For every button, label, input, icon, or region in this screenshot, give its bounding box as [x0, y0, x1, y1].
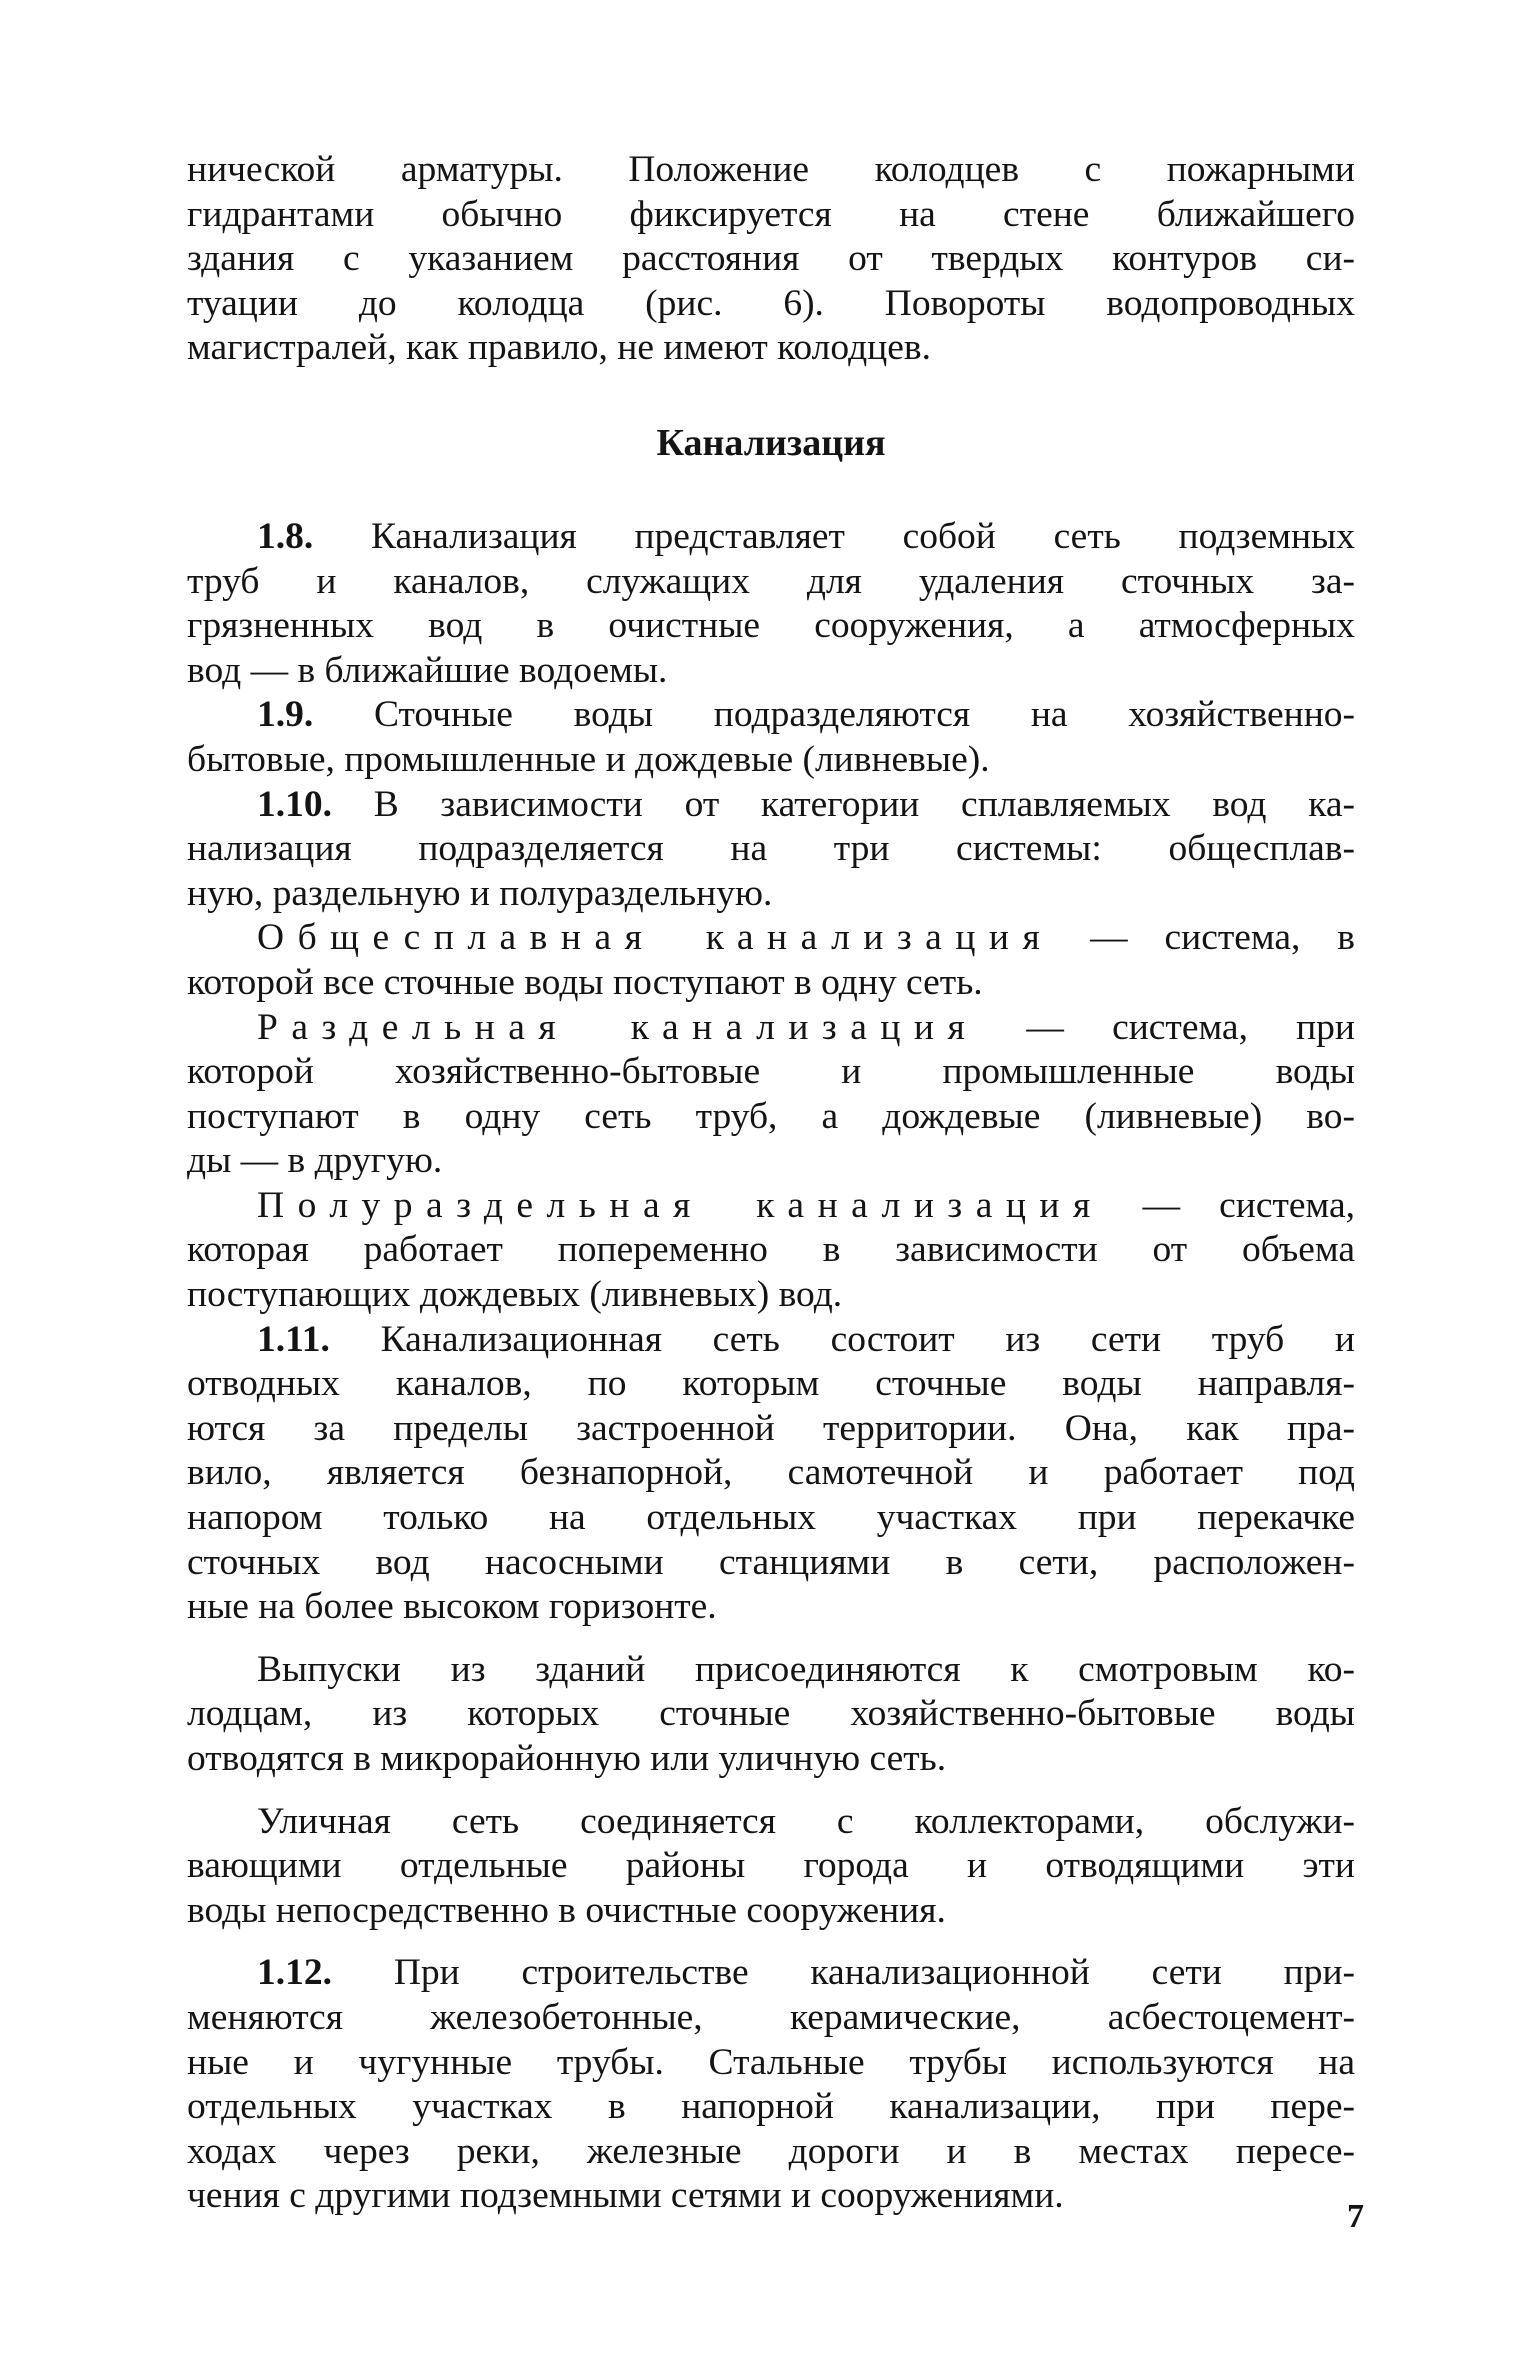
spacer [187, 468, 1355, 515]
text-line [187, 1006, 1355, 1051]
defined-term: Полураздельная канализация [257, 1184, 1104, 1226]
text-line: Выпуски из зданий присоединяются к смотровым ко- [257, 1648, 1355, 1690]
section-heading: Канализация [656, 421, 886, 464]
text-line: ются за пределы застроенной территории. Она, как пра- [187, 1407, 1355, 1449]
spacer [187, 1933, 1355, 1951]
text-line: ды — в другую. [187, 1140, 443, 1182]
text-line: ные и чугунные трубы. Стальные трубы используются на [187, 2041, 1355, 2083]
text-line: здания с указанием расстояния от твердых контуров си- [187, 238, 1355, 280]
definition-separate-sewer [187, 1006, 1355, 1184]
paragraph-1-9 [187, 693, 1355, 782]
text-line: воды непосредственно в очистные сооружения. [187, 1889, 946, 1931]
text-line: вод — в ближайшие водоемы. [187, 649, 668, 691]
text-line [187, 1318, 1355, 1363]
text-line: сточных вод насосными станциями в сети, расположен- [187, 1541, 1355, 1583]
text-line: туации до колодца (рис. 6). Повороты водопроводных [187, 282, 1355, 324]
text-line: ную, раздельную и полураздельную. [187, 872, 773, 914]
text-line: Уличная сеть соединяется с коллекторами, обслужи- [257, 1800, 1355, 1842]
text-line: которой все сточные воды поступают в одну сеть. [187, 961, 983, 1003]
line-text: При строительстве канализационной сети при- [393, 1952, 1356, 1994]
paragraph-outlets [187, 1648, 1355, 1782]
line-text: Канализация представляет собой сеть подземных [370, 515, 1355, 557]
line-text: В зависимости от категории сплавляемых вод ка- [373, 783, 1355, 825]
text-line: лодцам, из которых сточные хозяйственно-бытовые воды [187, 1693, 1355, 1735]
text-line: отдельных участках в напорной канализации, при пере- [187, 2086, 1355, 2128]
text-line: нической арматуры. Положение колодцев с пожарными [187, 149, 1355, 190]
paragraph-number: 1.11. [257, 1318, 330, 1360]
text-line: ные на более высоком горизонте. [187, 1586, 717, 1628]
paragraph-1-8 [187, 515, 1355, 693]
text-line [187, 783, 1355, 828]
text-line: отводных каналов, по которым сточные воды направля- [187, 1363, 1355, 1405]
text-line: вило, является безнапорной, самотечной и работает под [187, 1452, 1355, 1494]
text-line: труб и каналов, служащих для удаления сточных за- [187, 560, 1355, 602]
paragraph-street-network [187, 1800, 1355, 1934]
line-text: Канализационная сеть состоит из сети труб и [380, 1318, 1355, 1360]
spacer [187, 371, 1355, 418]
text-line: отводятся в микрорайонную или уличную сеть. [187, 1738, 947, 1779]
text-line [187, 1951, 1355, 1996]
text-line: бытовые, промышленные и дождевые (ливневые). [187, 738, 990, 780]
text-line: меняются железобетонные, керамические, асбестоцемент- [187, 1996, 1355, 2038]
line-text: — система, в [1053, 917, 1355, 959]
text-line: вающими отдельные районы города и отводящими эти [187, 1845, 1355, 1887]
defined-term: Раздельная канализация [257, 1006, 979, 1048]
paragraph-1-12 [187, 1951, 1355, 2219]
page-text [187, 148, 1355, 2219]
line-text: Сточные воды подразделяются на хозяйственно- [373, 694, 1355, 736]
line-text: — система, [1103, 1184, 1355, 1226]
text-line [187, 916, 1355, 961]
text-line [187, 515, 1355, 560]
text-line: напором только на отдельных участках при перекачке [187, 1497, 1355, 1539]
defined-term: Общесплавная канализация [257, 917, 1054, 959]
text-line: гидрантами обычно фиксируется на стене ближайшего [187, 193, 1355, 235]
text-line: поступают в одну сеть труб, а дождевые (ливневые) во- [187, 1095, 1355, 1137]
spacer [187, 1782, 1355, 1800]
text-line: грязненных вод в очистные сооружения, а атмосферных [187, 605, 1355, 647]
paragraph-number: 1.12. [257, 1952, 332, 1994]
text-line: магистралей, как правило, не имеют колодцев. [187, 327, 931, 369]
definition-semi-separate-sewer [187, 1184, 1355, 1318]
paragraph-number: 1.9. [257, 694, 314, 736]
text-line: чения с другими подземными сетями и сооружениями. [187, 2175, 1064, 2217]
intro-paragraph [187, 148, 1355, 371]
text-line [187, 1184, 1355, 1229]
text-line: нализация подразделяется на три системы: общесплав- [187, 828, 1355, 870]
text-line: которой хозяйственно-бытовые и промышленные воды [187, 1051, 1355, 1093]
paragraph-number: 1.8. [257, 515, 314, 557]
paragraph-1-11 [187, 1318, 1355, 1630]
definition-combined-sewer [187, 916, 1355, 1005]
page-number: 7 [1347, 2198, 1364, 2235]
spacer [187, 1630, 1355, 1648]
text-line: поступающих дождевых (ливневых) вод. [187, 1274, 843, 1316]
text-line [187, 693, 1355, 738]
text-line: ходах через реки, железные дороги и в местах пересе- [187, 2130, 1355, 2172]
line-text: — система, при [978, 1006, 1355, 1048]
paragraph-number: 1.10. [257, 783, 332, 825]
text-line: которая работает попеременно в зависимости от объема [187, 1229, 1355, 1271]
paragraph-1-10 [187, 783, 1355, 917]
